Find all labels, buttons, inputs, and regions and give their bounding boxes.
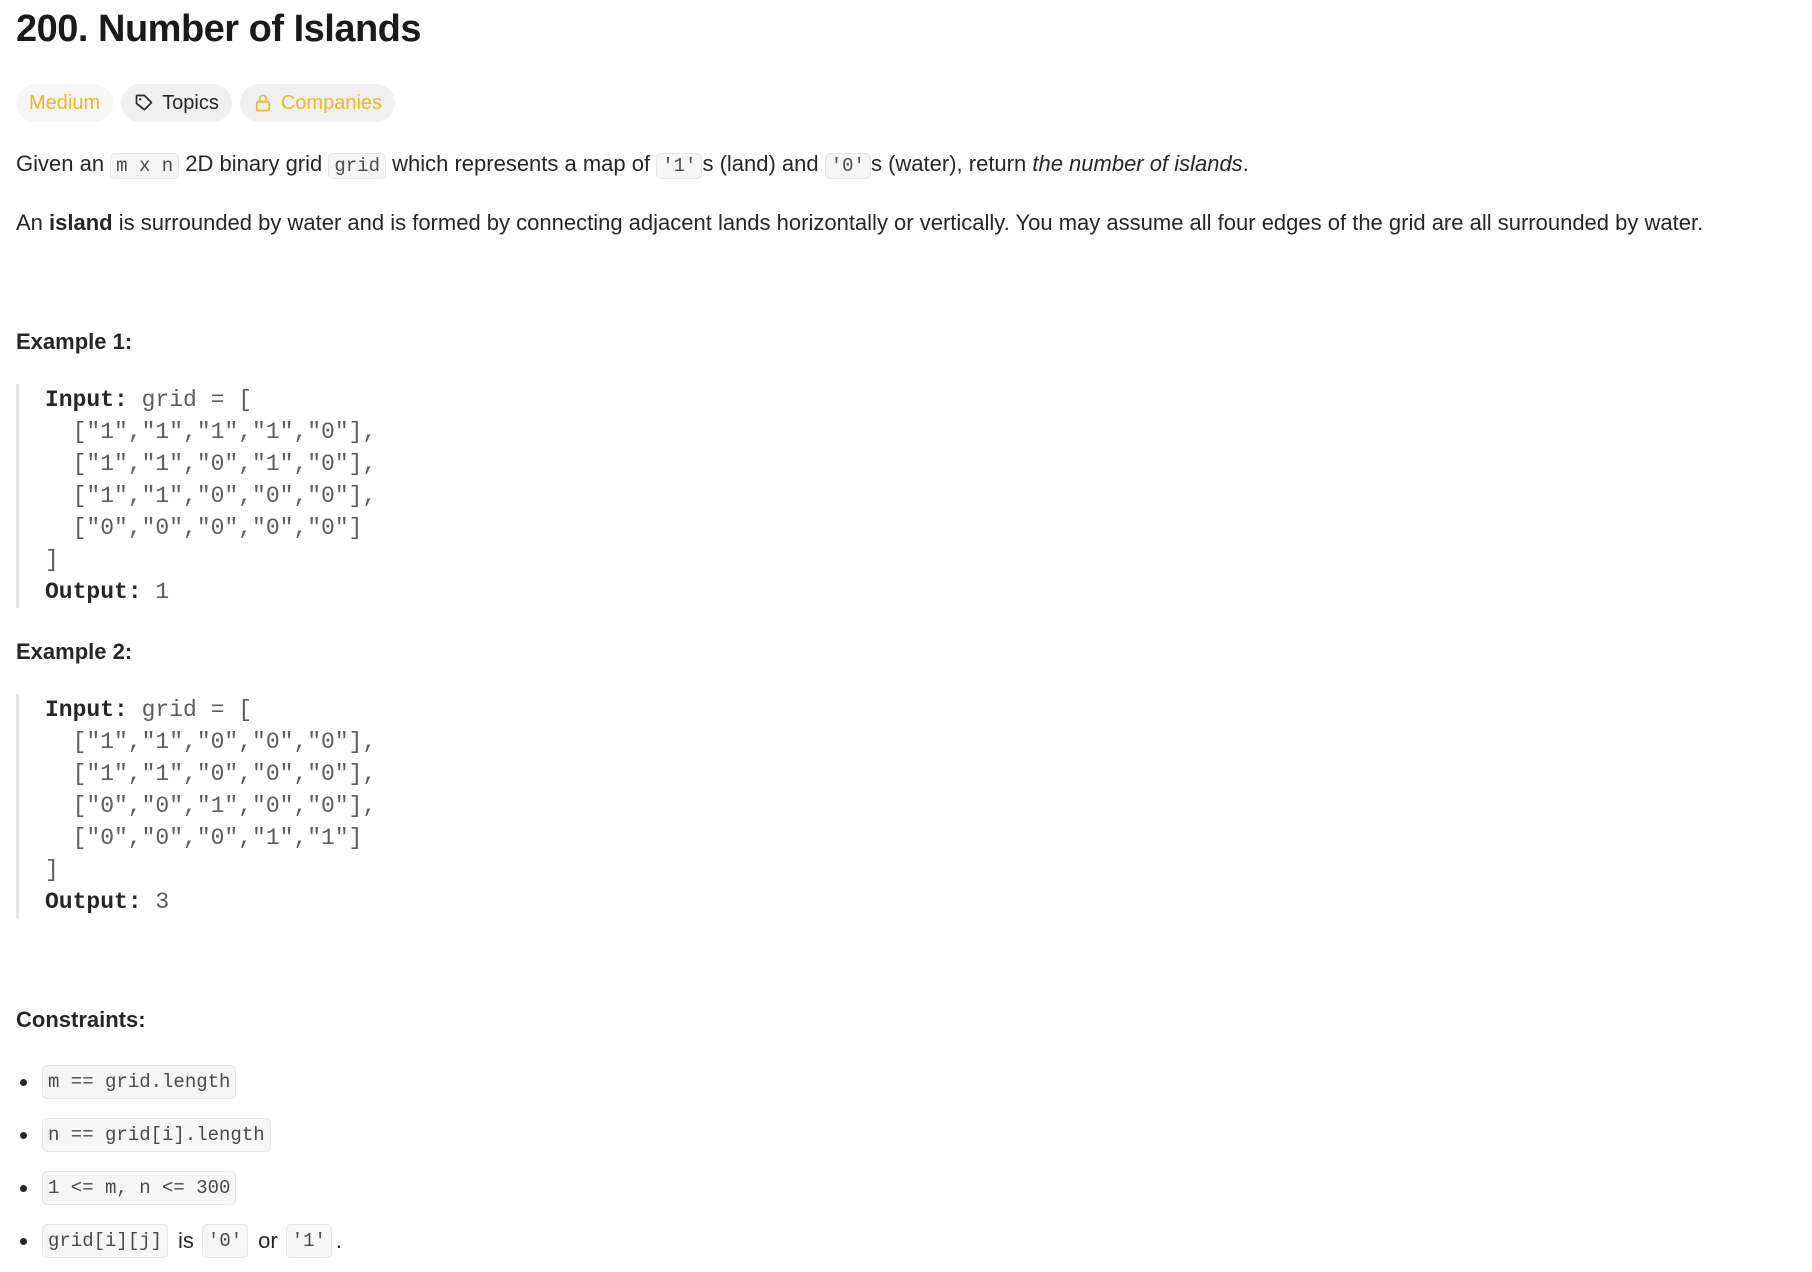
grid-close: ] xyxy=(45,547,59,573)
emphasis-text: the number of islands xyxy=(1032,151,1243,176)
lock-icon xyxy=(253,93,273,113)
bullet-icon xyxy=(20,1238,27,1245)
grid-close: ] xyxy=(45,857,59,883)
grid-row: ["0","0","0","1","1"] xyxy=(45,825,363,851)
topics-label: Topics xyxy=(162,91,219,114)
difficulty-badge xyxy=(16,84,113,122)
companies-button[interactable] xyxy=(240,84,395,122)
example-input-line: Input: grid = [ xyxy=(45,387,253,413)
difficulty-label: Medium xyxy=(29,91,101,114)
description-paragraph-2: An island is surrounded by water and is formed by connecting adjacent lands horizontally or vertically. You may assume all four edges of the grid are all surrounded by water. xyxy=(16,210,1704,235)
topics-button[interactable] xyxy=(121,84,232,122)
example-output-line: Output: 3 xyxy=(45,889,170,915)
problem-tags xyxy=(16,84,395,122)
example-output-line: Output: 1 xyxy=(45,579,170,605)
grid-row: ["1","1","0","0","0"], xyxy=(45,729,377,755)
constraints-list xyxy=(16,1055,342,1267)
grid-row: ["1","1","1","1","0"], xyxy=(45,419,377,445)
grid-row: ["0","0","1","0","0"], xyxy=(45,793,377,819)
island-bold: island xyxy=(49,210,113,235)
grid-row: ["1","1","0","0","0"], xyxy=(45,761,377,787)
constraints-heading: Constraints: xyxy=(16,1007,146,1032)
example-input-line: Input: grid = [ xyxy=(45,697,253,723)
grid-row: ["0","0","0","0","0"] xyxy=(45,515,363,541)
companies-label: Companies xyxy=(280,91,383,114)
inline-code-zero: '0' xyxy=(825,153,871,179)
inline-code-mxn: m x n xyxy=(110,153,179,179)
grid-row: ["1","1","0","1","0"], xyxy=(45,451,377,477)
bullet-icon xyxy=(20,1132,27,1139)
inline-code-grid: grid xyxy=(328,153,386,179)
example-2-block xyxy=(16,694,376,918)
constraint-item: m == grid.length xyxy=(16,1055,342,1108)
problem-title: 200. Number of Islands xyxy=(16,8,422,50)
bullet-icon xyxy=(20,1185,27,1192)
example-2-heading: Example 2: xyxy=(16,639,133,664)
bullet-icon xyxy=(20,1079,27,1086)
constraint-item: grid[i][j] is '0' or '1' . xyxy=(16,1214,342,1267)
grid-row: ["1","1","0","0","0"], xyxy=(45,483,377,509)
example-1-block xyxy=(16,384,376,608)
description-paragraph-1: Given an m x n 2D binary grid grid which represents a map of '1' s (land) and '0' s (water), return the number of islands. xyxy=(16,151,1249,177)
example-1-heading: Example 1: xyxy=(16,329,133,354)
constraint-item: 1 <= m, n <= 300 xyxy=(16,1161,342,1214)
tag-icon xyxy=(134,93,154,113)
constraint-item: n == grid[i].length xyxy=(16,1108,342,1161)
inline-code-one: '1' xyxy=(656,153,702,179)
